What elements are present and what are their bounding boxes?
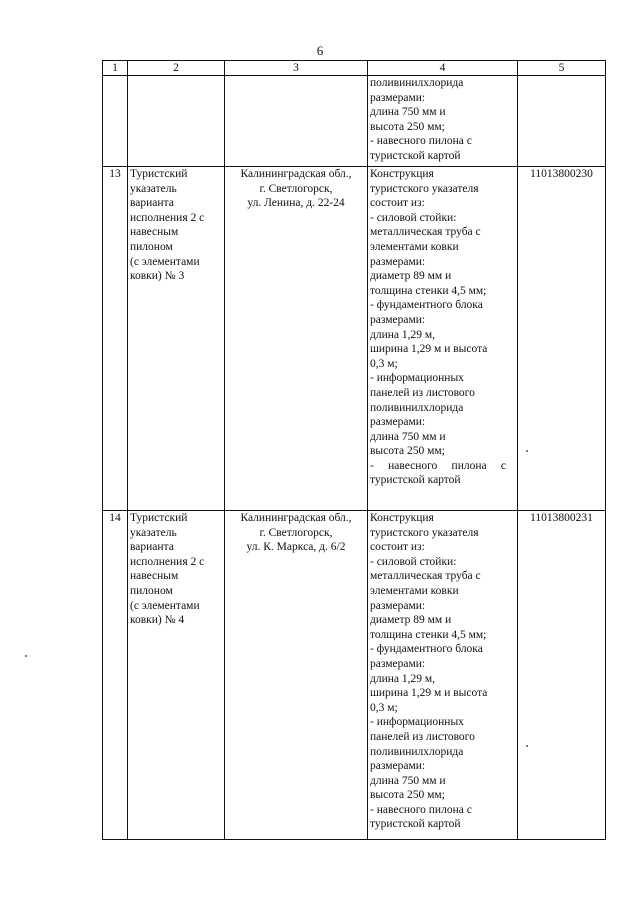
page-number: 6 bbox=[316, 43, 324, 58]
object-name bbox=[128, 167, 225, 511]
name-line: ковки) № 4 bbox=[130, 614, 185, 627]
description-line: размерами: bbox=[370, 657, 426, 670]
name-line: указатель bbox=[130, 182, 177, 195]
row-number: 14 bbox=[103, 511, 128, 840]
inventory-number: 11013800230 bbox=[518, 167, 606, 511]
description-line: размерами: bbox=[370, 255, 426, 268]
name-line: Туристский bbox=[130, 168, 188, 180]
name-line: пилоном bbox=[130, 584, 173, 597]
description-line: поливинилхлорида bbox=[370, 745, 464, 758]
inventory-number: 11013800231 bbox=[518, 511, 606, 840]
description-line: поливинилхлорида bbox=[370, 401, 464, 414]
name-line: (с элементами bbox=[130, 599, 200, 612]
description-line: - фундаментного блока bbox=[370, 643, 483, 656]
description-line: панелей из листового bbox=[370, 386, 475, 399]
row-number bbox=[103, 76, 128, 167]
description-line: Конструкция bbox=[370, 168, 434, 180]
description-line: диаметр 89 мм и bbox=[370, 270, 452, 283]
column-header: 1 bbox=[103, 61, 128, 76]
name-line: ковки) № 3 bbox=[130, 270, 185, 283]
description-line: элементами ковки bbox=[370, 240, 459, 253]
column-header: 3 bbox=[225, 61, 368, 76]
description-line: - навесного пилона с bbox=[370, 459, 506, 472]
description-line: элементами ковки bbox=[370, 584, 459, 597]
description-line: 0,3 м; bbox=[370, 357, 398, 370]
object-description bbox=[368, 76, 518, 167]
description-line: туристского указателя bbox=[370, 526, 479, 539]
column-header: 2 bbox=[128, 61, 225, 76]
description-line: туристской картой bbox=[370, 149, 461, 162]
description-line: ширина 1,29 м и высота bbox=[370, 343, 488, 356]
description-line: - фундаментного блока bbox=[370, 299, 483, 312]
property-register-table bbox=[102, 60, 606, 840]
object-description bbox=[368, 511, 518, 840]
description-line: длина 1,29 м, bbox=[370, 672, 436, 685]
description-line: поливинилхлорида bbox=[370, 77, 464, 89]
name-line: навесным bbox=[130, 226, 179, 239]
description-line: панелей из листового bbox=[370, 730, 475, 743]
description-line: состоит из: bbox=[370, 197, 425, 210]
description-line: высота 250 мм; bbox=[370, 120, 445, 133]
description-line: - навесного пилона с bbox=[370, 135, 472, 148]
description-line: толщина стенки 4,5 мм; bbox=[370, 284, 487, 297]
name-line: варианта bbox=[130, 197, 174, 210]
name-line: указатель bbox=[130, 526, 177, 539]
description-line: туристской картой bbox=[370, 818, 461, 831]
description-line: толщина стенки 4,5 мм; bbox=[370, 628, 487, 641]
address-line: ул. Ленина, д. 22-24 bbox=[247, 197, 345, 210]
address-line: г. Светлогорск, bbox=[259, 182, 333, 195]
description-line: туристской картой bbox=[370, 474, 461, 487]
table-row bbox=[103, 167, 606, 511]
name-line: исполнения 2 с bbox=[130, 211, 205, 224]
name-line: Туристский bbox=[130, 512, 188, 524]
description-line: - силовой стойки: bbox=[370, 555, 457, 568]
address-line: г. Светлогорск, bbox=[259, 526, 333, 539]
name-line: пилоном bbox=[130, 240, 173, 253]
description-line: - силовой стойки: bbox=[370, 211, 457, 224]
table-row bbox=[103, 76, 606, 167]
description-line: размерами: bbox=[370, 599, 426, 612]
description-line: - навесного пилона с bbox=[370, 803, 472, 816]
scan-speck bbox=[526, 450, 528, 452]
name-line: навесным bbox=[130, 570, 179, 583]
description-line: металлическая труба с bbox=[370, 570, 481, 583]
name-line: варианта bbox=[130, 541, 174, 554]
description-line: длина 1,29 м, bbox=[370, 328, 436, 341]
table-row bbox=[103, 511, 606, 840]
scan-speck bbox=[526, 745, 528, 747]
description-line: - информационных bbox=[370, 716, 464, 729]
table-header-row bbox=[103, 61, 606, 76]
row-number: 13 bbox=[103, 167, 128, 511]
description-line: состоит из: bbox=[370, 541, 425, 554]
description-line: размерами: bbox=[370, 416, 426, 429]
object-name bbox=[128, 76, 225, 167]
description-line: ширина 1,29 м и высота bbox=[370, 687, 488, 700]
object-name bbox=[128, 511, 225, 840]
description-line: высота 250 мм; bbox=[370, 445, 445, 458]
column-header: 4 bbox=[368, 61, 518, 76]
address-line: Калининградская обл., bbox=[240, 512, 352, 524]
column-header: 5 bbox=[518, 61, 606, 76]
inventory-number bbox=[518, 76, 606, 167]
description-line: длина 750 мм и bbox=[370, 430, 446, 443]
scan-speck bbox=[25, 655, 27, 657]
description-line: туристского указателя bbox=[370, 182, 479, 195]
description-line: 0,3 м; bbox=[370, 701, 398, 714]
object-address bbox=[225, 511, 368, 840]
description-line: размерами: bbox=[370, 91, 426, 104]
description-line: диаметр 89 мм и bbox=[370, 614, 452, 627]
object-description bbox=[368, 167, 518, 511]
description-line: Конструкция bbox=[370, 512, 434, 524]
description-line: металлическая труба с bbox=[370, 226, 481, 239]
description-line: длина 750 мм и bbox=[370, 106, 446, 119]
object-address bbox=[225, 167, 368, 511]
name-line: исполнения 2 с bbox=[130, 555, 205, 568]
name-line: (с элементами bbox=[130, 255, 200, 268]
address-line: ул. К. Маркса, д. 6/2 bbox=[246, 541, 346, 554]
object-address bbox=[225, 76, 368, 167]
description-line: - информационных bbox=[370, 372, 464, 385]
description-line: размерами: bbox=[370, 760, 426, 773]
address-line: Калининградская обл., bbox=[240, 168, 352, 180]
description-line: размерами: bbox=[370, 313, 426, 326]
description-line: высота 250 мм; bbox=[370, 789, 445, 802]
description-line: длина 750 мм и bbox=[370, 774, 446, 787]
